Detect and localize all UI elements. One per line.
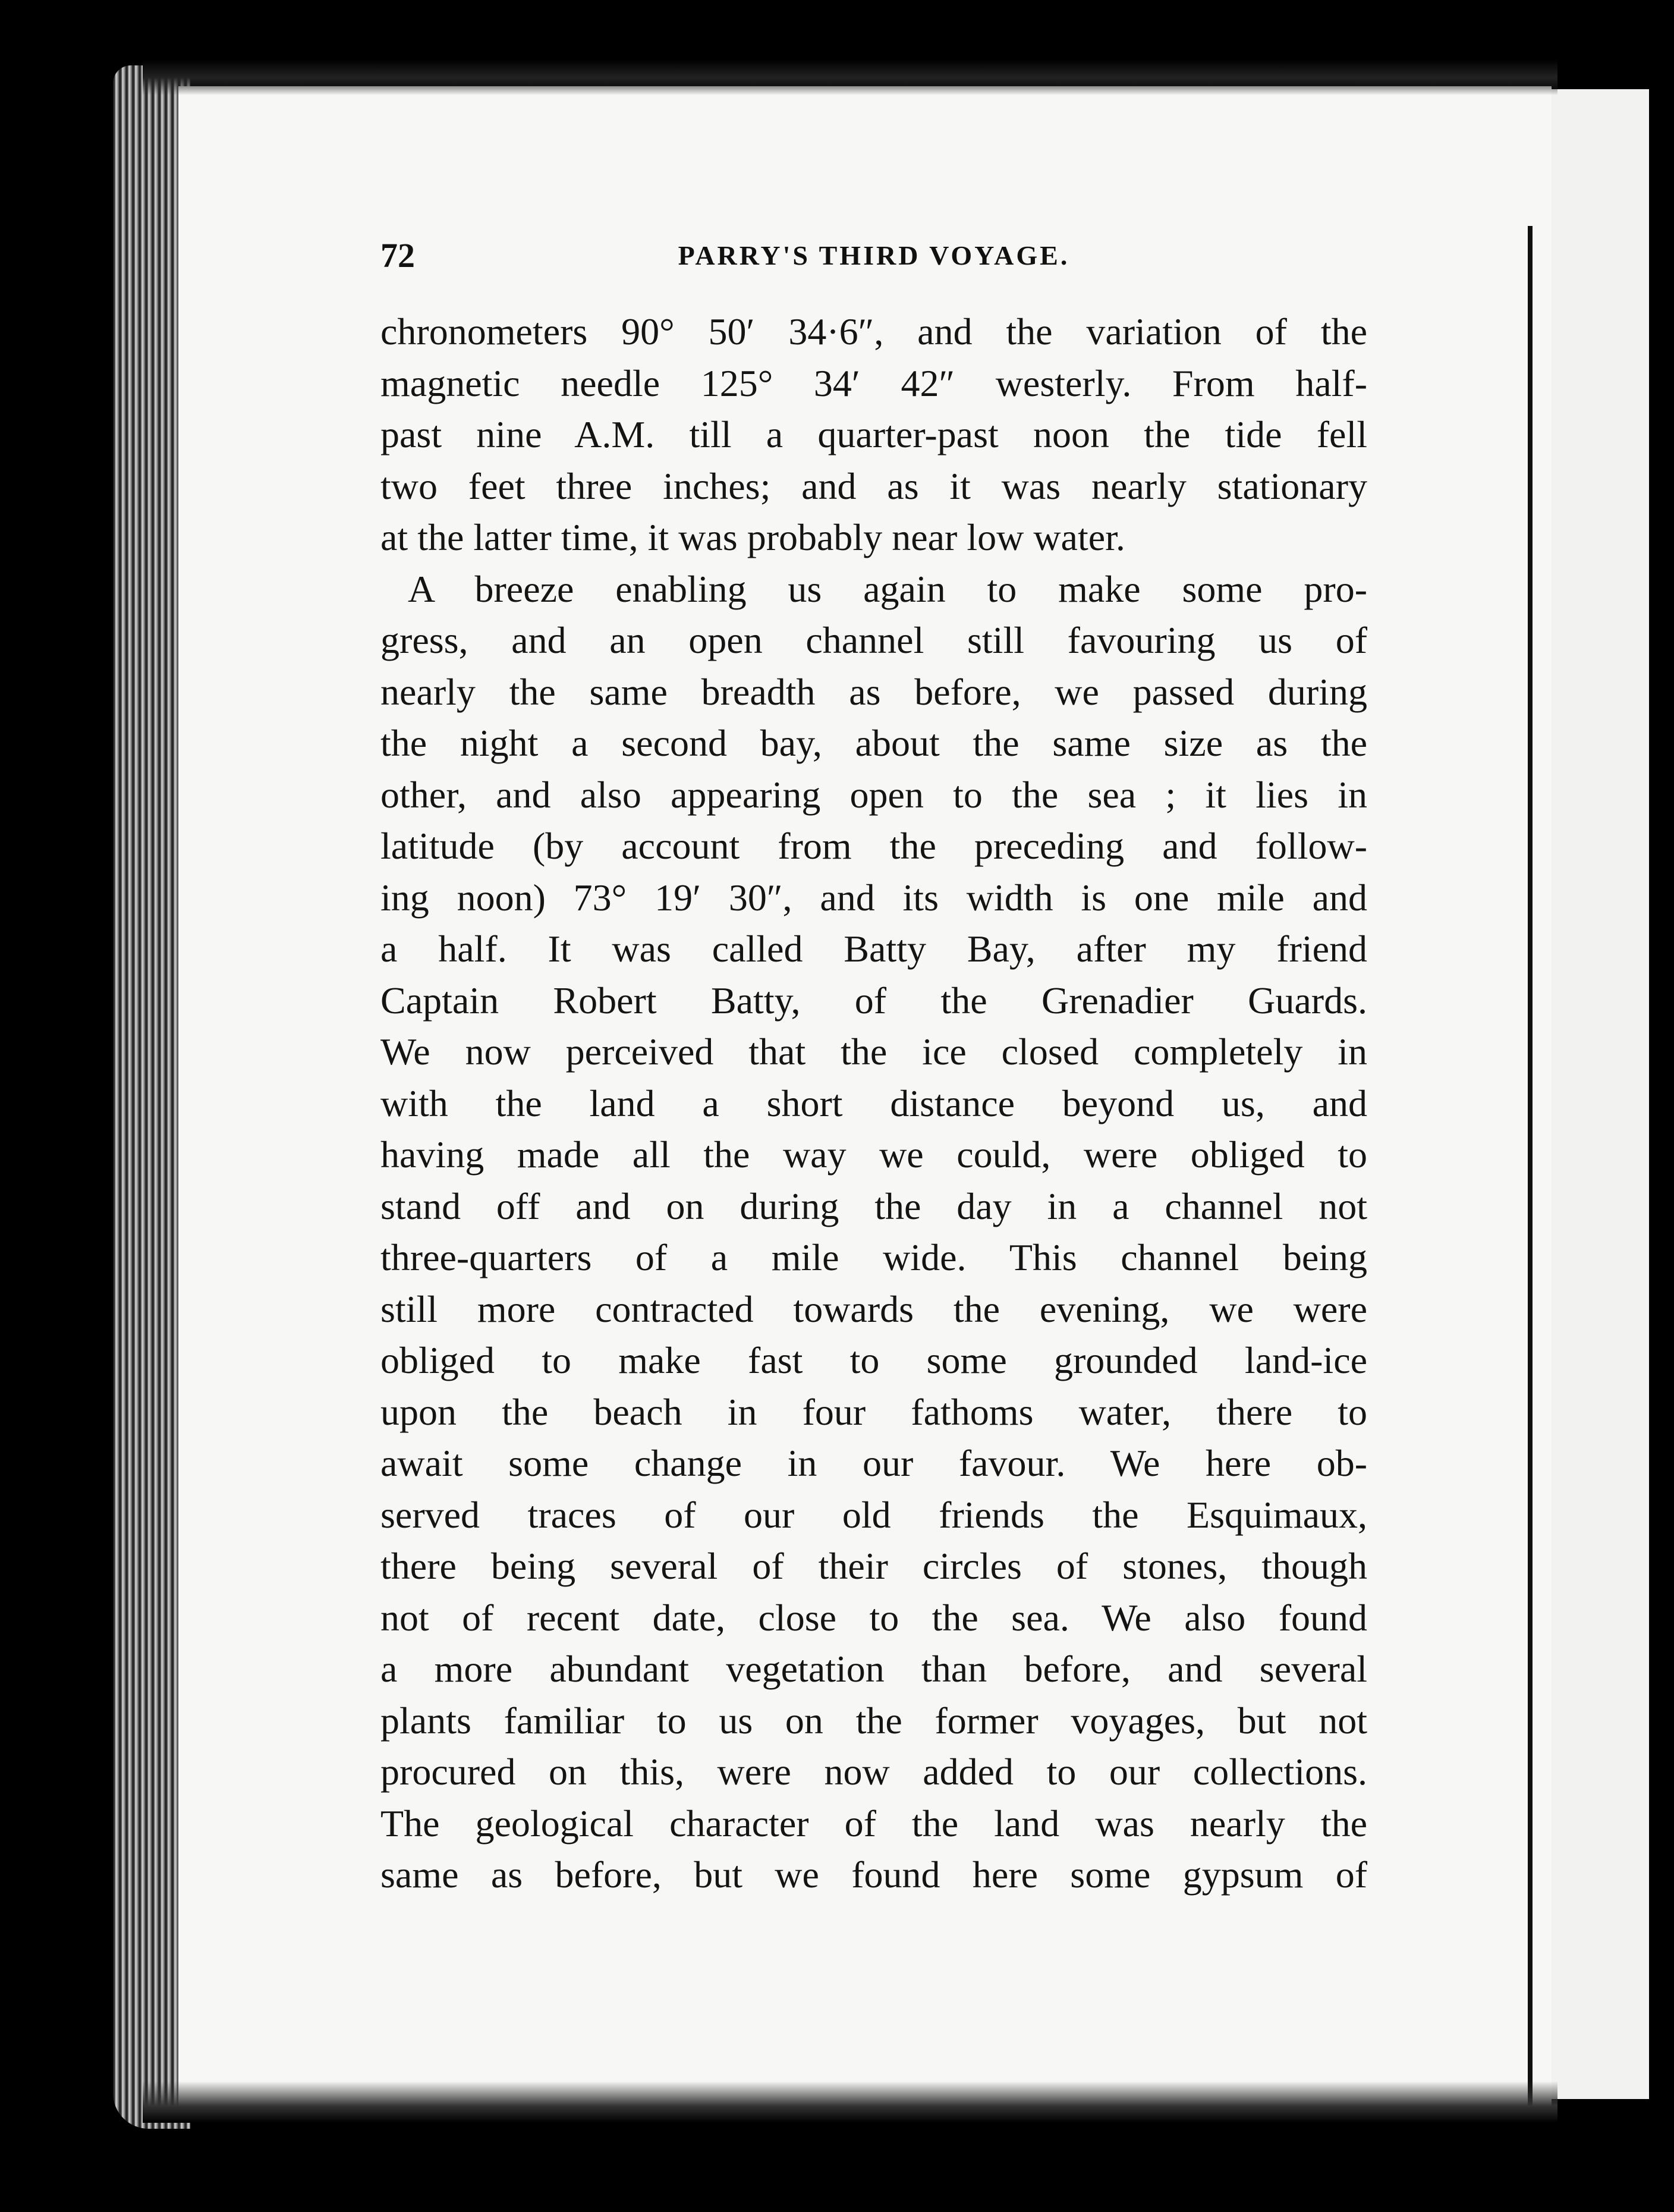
page-header bbox=[380, 229, 1367, 282]
text-line: magnetic needle 125° 34′ 42″ westerly. From half- bbox=[380, 362, 1367, 404]
text-line: the night a second bay, about the same size as the bbox=[380, 722, 1367, 764]
text-line: plants familiar to us on the former voyages, but not bbox=[380, 1699, 1367, 1742]
running-title: PARRY'S THIRD VOYAGE. bbox=[678, 240, 1070, 271]
text-line: having made all the way we could, were obliged to bbox=[380, 1133, 1367, 1176]
text-line: ing noon) 73° 19′ 30″, and its width is one mile and bbox=[380, 876, 1367, 919]
top-shadow bbox=[143, 59, 1557, 95]
text-line: procured on this, were now added to our collections. bbox=[380, 1751, 1367, 1793]
text-line: a half. It was called Batty Bay, after my friend bbox=[380, 928, 1367, 970]
text-line: stand off and on during the day in a channel not bbox=[380, 1184, 1367, 1227]
text-line: The geological character of the land was nearly the bbox=[380, 1802, 1367, 1845]
text-line: there being several of their circles of stones, though bbox=[380, 1545, 1367, 1587]
text-line: three-quarters of a mile wide. This channel being bbox=[380, 1236, 1367, 1278]
text-line: chronometers 90° 50′ 34·6″, and the variation of the bbox=[380, 310, 1367, 353]
text-line: Captain Robert Batty, of the Grenadier Guards. bbox=[380, 979, 1367, 1022]
text-line: A breeze enabling us again to make some pro- bbox=[408, 567, 1367, 610]
text-line: at the latter time, it was probably near low water. bbox=[380, 516, 1125, 558]
gutter-line bbox=[1528, 226, 1533, 2117]
page-number: 72 bbox=[380, 236, 415, 275]
text-line: still more contracted towards the evening, we were bbox=[380, 1287, 1367, 1330]
text-line: not of recent date, close to the sea. We also found bbox=[380, 1596, 1367, 1639]
text-line: obliged to make fast to some grounded land-ice bbox=[380, 1339, 1367, 1381]
text-line: upon the beach in four fathoms water, there to bbox=[380, 1390, 1367, 1433]
text-line: nearly the same breadth as before, we passed during bbox=[380, 670, 1367, 713]
text-line: served traces of our old friends the Esquimaux, bbox=[380, 1493, 1367, 1536]
text-line: two feet three inches; and as it was nearly stationary bbox=[380, 464, 1367, 507]
text-line: same as before, but we found here some gypsum of bbox=[380, 1853, 1367, 1896]
bottom-shadow bbox=[143, 2081, 1557, 2123]
text-line: We now perceived that the ice closed completely in bbox=[380, 1030, 1367, 1073]
text-line: a more abundant vegetation than before, and several bbox=[380, 1648, 1367, 1690]
text-line: await some change in our favour. We here ob- bbox=[380, 1442, 1367, 1484]
text-line: other, and also appearing open to the sea ; it lies in bbox=[380, 773, 1367, 816]
text-line: past nine A.M. till a quarter-past noon the tide fell bbox=[380, 413, 1367, 455]
body-text bbox=[380, 306, 1367, 1901]
text-line: gress, and an open channel still favouring us of bbox=[380, 619, 1367, 661]
text-line: latitude (by account from the preceding and follow- bbox=[380, 825, 1367, 867]
text-line: with the land a short distance beyond us, and bbox=[380, 1082, 1367, 1124]
